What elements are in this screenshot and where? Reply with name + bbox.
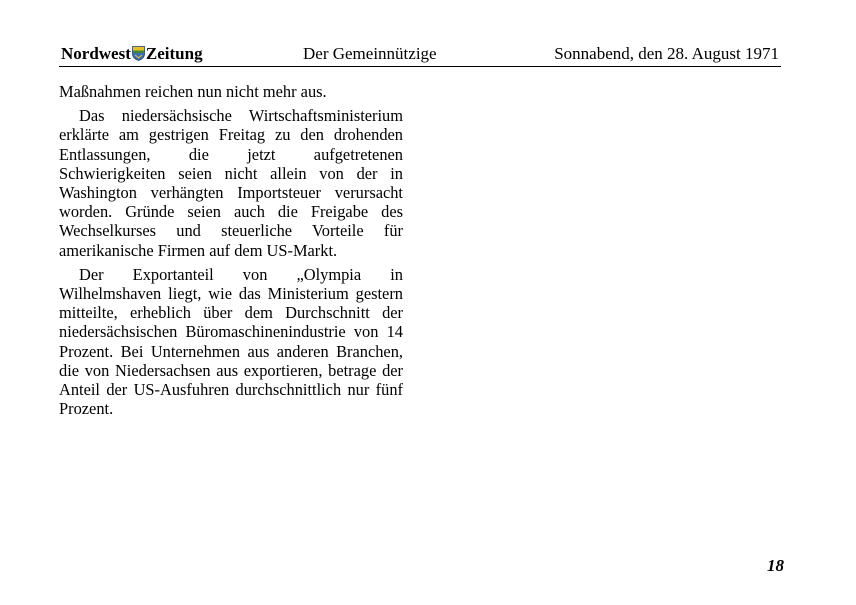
page-header bbox=[59, 40, 781, 67]
article-paragraph: Das niedersächsische Wirtschaftsministerium erklärte am gestrigen Freitag zu den drohenden Entlassungen, die jetzt aufgetretenen Schwierigkeiten seien nicht allein von der in Washington verhängten Importsteuer verursacht worden. Gründe seien auch die Freigabe des Wechselkurses und steuerliche Vorteile für amerikanische Firmen auf dem US-Markt. bbox=[59, 106, 403, 260]
article-paragraph: Der Exportanteil von „Olympia in Wilhelmshaven liegt, wie das Ministerium gestern mitteilte, erheblich über dem Durchschnitt der niedersächsischen Büromaschinenindustrie von 14 Prozent. Bei Unternehmen aus anderen Branchen, die von Niedersachsen aus exportieren, betrage der Anteil der US-Ausfuhren durchschnittlich nur fünf Prozent. bbox=[59, 264, 403, 419]
section-name: Der Gemeinnützige bbox=[303, 44, 437, 63]
masthead-left: Nordwest bbox=[61, 44, 131, 63]
article-paragraph: Maßnahmen reichen nun nicht mehr aus. bbox=[59, 82, 327, 101]
page-number: 18 bbox=[767, 556, 784, 575]
article-column bbox=[59, 82, 403, 418]
coat-of-arms-icon bbox=[132, 46, 145, 66]
issue-date: Sonnabend, den 28. August 1971 bbox=[554, 44, 779, 63]
masthead-right: Zeitung bbox=[145, 44, 203, 63]
masthead bbox=[61, 44, 203, 66]
